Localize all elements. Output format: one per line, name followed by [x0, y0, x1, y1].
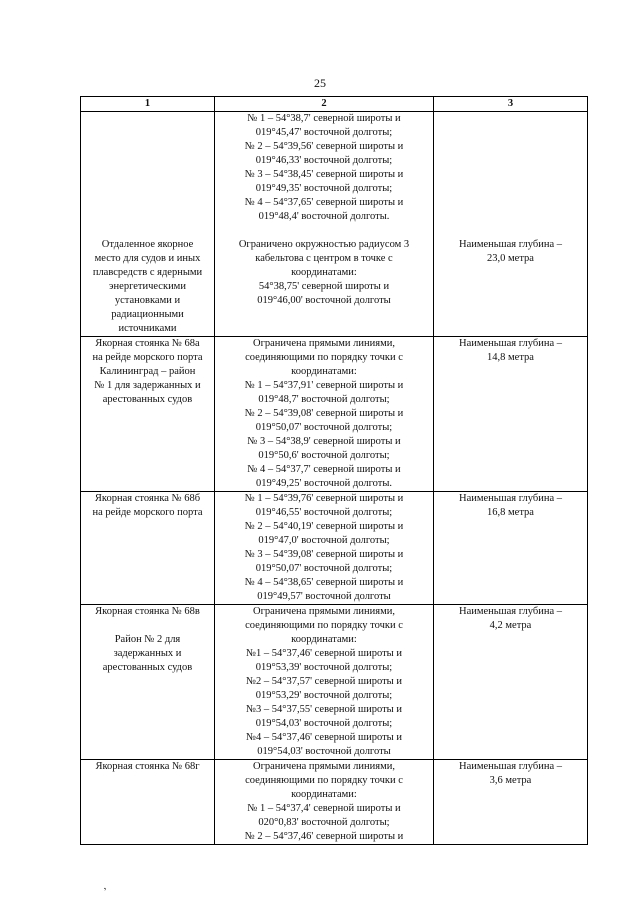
header-row: [81, 97, 588, 112]
table-row: [81, 760, 588, 845]
cell-name-text: Отдаленное якорное место для судов и иных плавсредств с ядерными энергетическими установками и радиационными источниками: [92, 239, 203, 334]
cell-boundary-text: Ограничено окружностью радиусом 3 кабельтова с центром в точке с координатами: 54°38,75' северной широты и 019°46,00' восточной долготы: [238, 239, 410, 306]
page-number: 25: [314, 76, 326, 90]
cell-boundary: Ограничена прямыми линиями, соединяющими по порядку точки с координатами: № 1 – 54°37,91' северной широты и 019°48,7' восточной долготы; № 2 – 54°39,08' северной широты и 019°50,07' восточной долготы; № 3 – 54°38,9' северной широты и 019°50,6' восточной долготы; № 4 – 54°37,7' северной широты и 019°49,25' восточной долготы.: [215, 337, 434, 492]
table-row: [81, 492, 588, 605]
scan-mark: ,: [101, 880, 108, 893]
cell-boundary: Ограничена прямыми линиями, соединяющими по порядку точки с координатами: №1 – 54°37,46' северной широты и 019°53,39' восточной долготы; №2 – 54°37,57' северной широты и 019°53,29' восточной долготы; №3 – 54°37,55' северной широты и 019°54,03' восточной долготы; №4 – 54°37,46' северной широты и 019°54,03' восточной долготы: [215, 605, 434, 760]
cell-depth: Наименьшая глубина – 3,6 метра: [434, 760, 588, 845]
header-col-3: 3: [434, 97, 588, 112]
cell-name: Якорная стоянка № 68а на рейде морского порта Калининград – район № 1 для задержанных и арестованных судов: [81, 337, 215, 492]
table-row: [81, 337, 588, 492]
cell-boundary: [215, 112, 434, 337]
table-row: [81, 605, 588, 760]
cell-boundary: № 1 – 54°39,76' северной широты и 019°46,55' восточной долготы; № 2 – 54°40,19' северной широты и 019°47,0' восточной долготы; № 3 – 54°39,08' северной широты и 019°50,07' восточной долготы; № 4 – 54°38,65' северной широты и 019°49,57' восточной долготы: [215, 492, 434, 605]
table-row: [81, 112, 588, 337]
header-col-1: 1: [81, 97, 215, 112]
cell-name: [81, 112, 215, 337]
anchorage-table: [80, 96, 588, 845]
cell-name-text: Район № 2 для задержанных и арестованных судов: [102, 634, 193, 673]
cell-name-title: Якорная стоянка № 68в: [95, 606, 200, 617]
cell-name: Якорная стоянка № 68г: [81, 760, 215, 845]
cell-depth: Наименьшая глубина – 4,2 метра: [434, 605, 588, 760]
cell-depth-text: Наименьшая глубина – 23,0 метра: [458, 239, 563, 264]
cell-depth: Наименьшая глубина – 16,8 метра: [434, 492, 588, 605]
header-col-2: 2: [215, 97, 434, 112]
cell-boundary: Ограничена прямыми линиями, соединяющими по порядку точки с координатами: № 1 – 54°37,4' северной широты и 020°0,83' восточной долготы; № 2 – 54°37,46' северной широты и: [215, 760, 434, 845]
cell-name: [81, 605, 215, 760]
cell-boundary-text: № 1 – 54°38,7' северной широты и 019°45,47' восточной долготы; № 2 – 54°39,56' северной широты и 019°46,33' восточной долготы; № 3 – 54°38,45' северной широты и 019°49,35' восточной долготы; № 4 – 54°37,65' северной широты и 019°48,4' восточной долготы.: [244, 113, 404, 222]
cell-depth: Наименьшая глубина – 14,8 метра: [434, 337, 588, 492]
cell-name: Якорная стоянка № 68б на рейде морского порта: [81, 492, 215, 605]
cell-depth: [434, 112, 588, 337]
